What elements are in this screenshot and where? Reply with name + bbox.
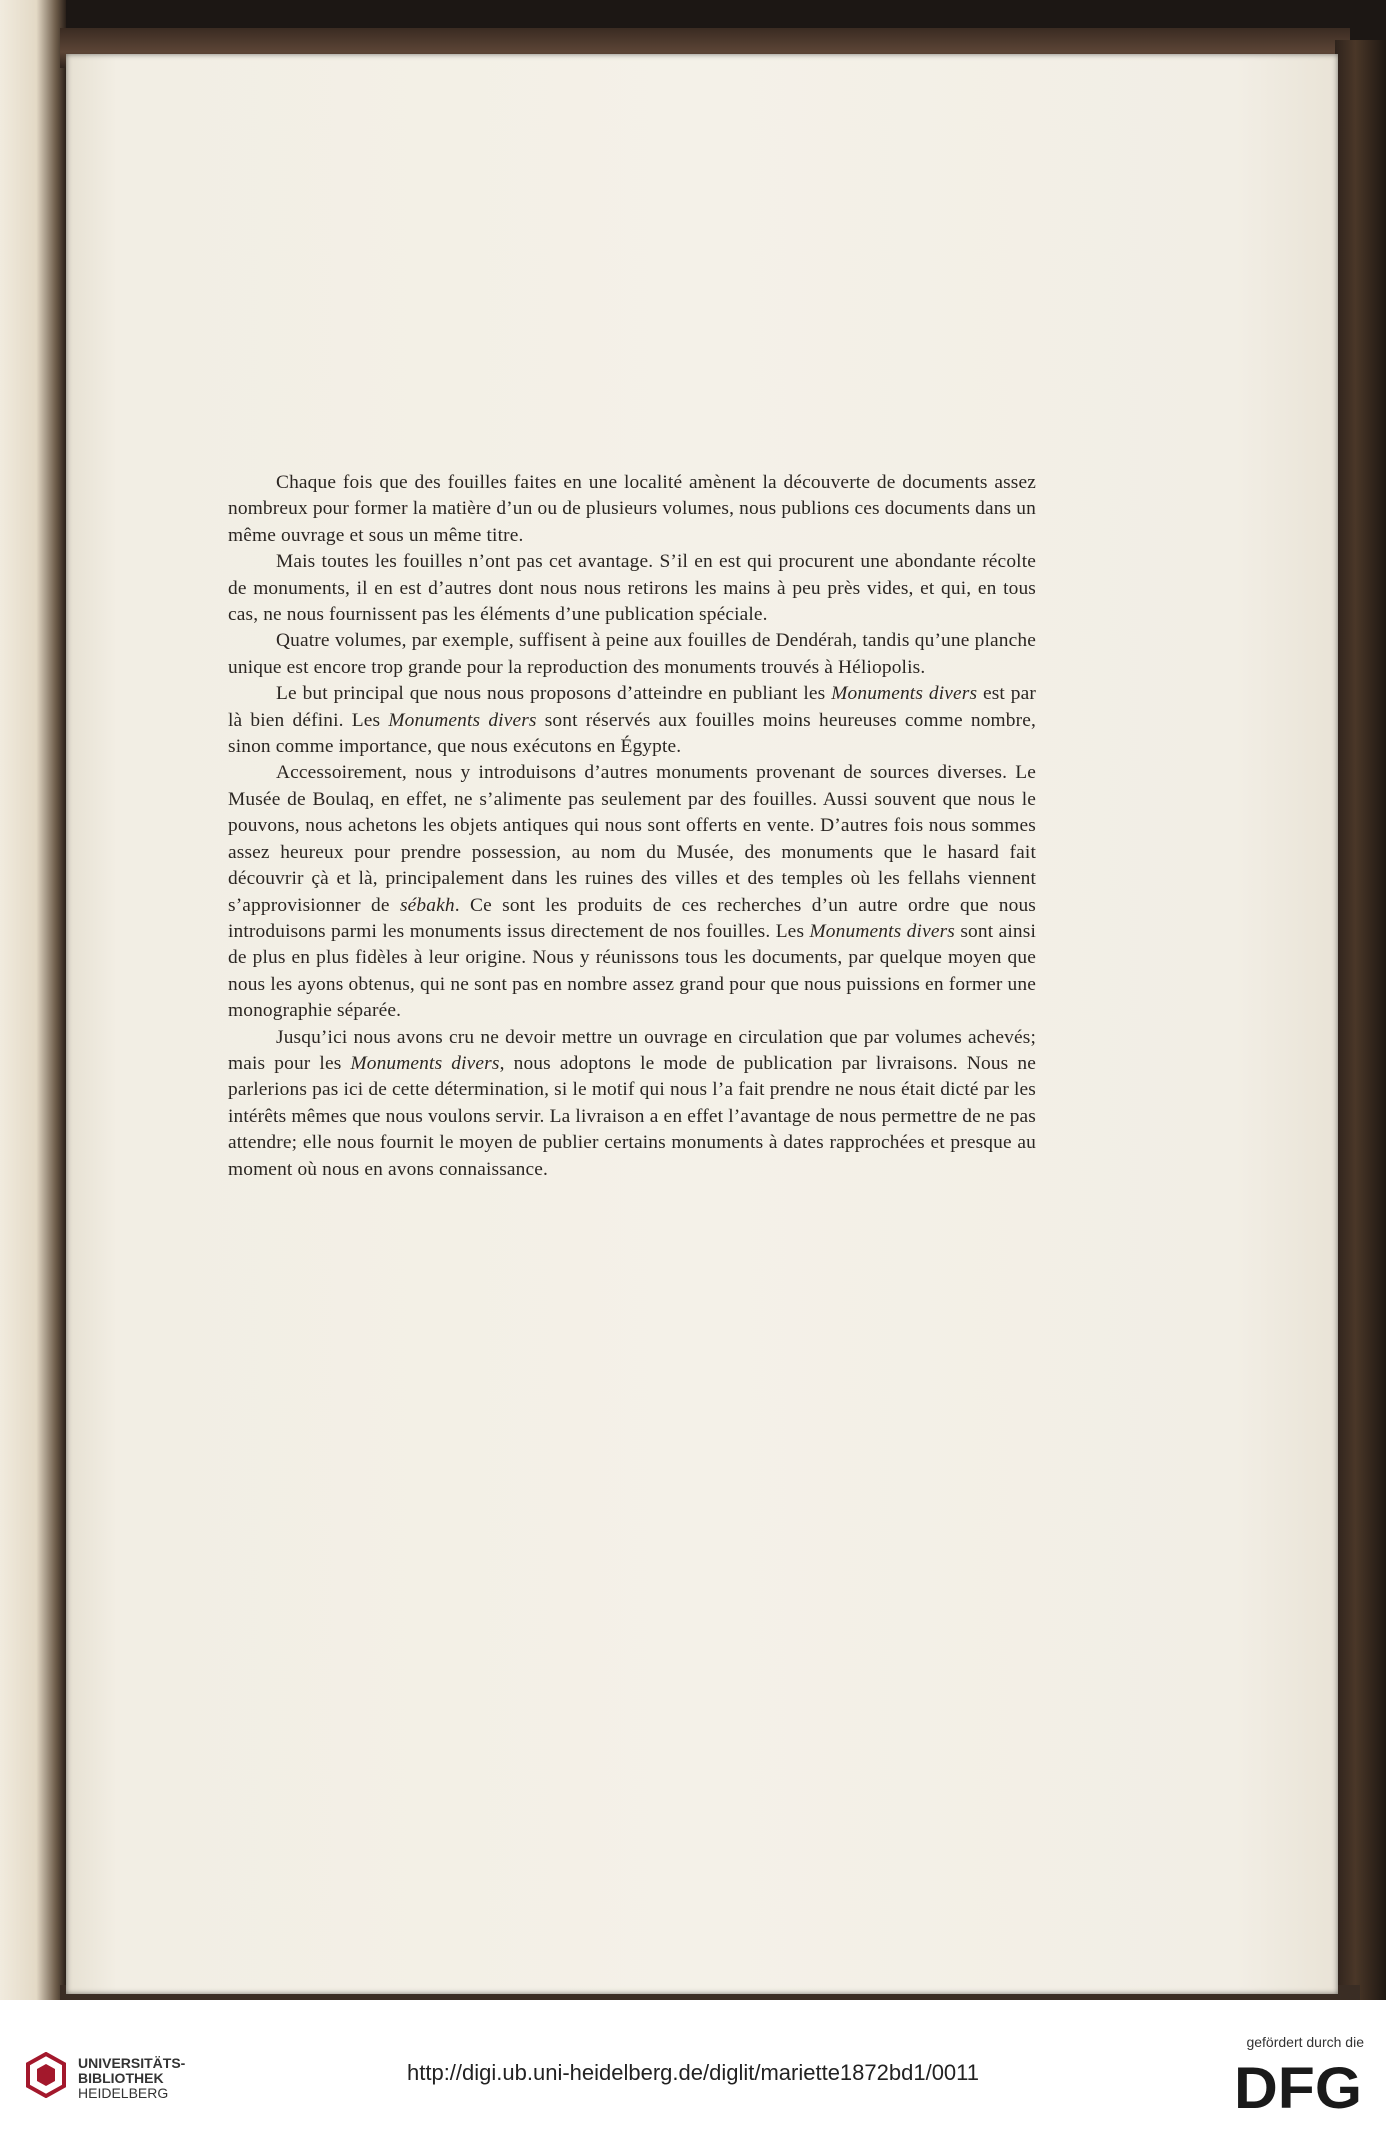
book-binding bbox=[0, 0, 66, 2000]
paragraph bbox=[228, 1025, 1036, 1183]
text-run: . Ce sont les produits de ces recherches d’un autre ordre que nous introduisons parmi les monuments issus directement de nos fouilles. Les bbox=[228, 894, 1036, 942]
dfg-logo-text: DFG bbox=[1234, 2058, 1362, 2114]
text-run: Mais toutes les fouilles n’ont pas cet avantage. S’il en est qui procurent une abondante récolte de monuments, il en est d’autres dont nous nous retirons les mains à peu près vides, et qui, en tous cas, ne nous fournissent pas les éléments d’une publication spéciale. bbox=[228, 551, 1036, 626]
italic-title: Monuments divers bbox=[831, 683, 978, 705]
dfg-logo-icon bbox=[1234, 2058, 1364, 2114]
italic-title: Monuments divers bbox=[388, 709, 537, 731]
library-name-line1: UNIVERSITÄTS- bbox=[78, 2055, 186, 2071]
text-run: sont réservés aux fouilles moins heureuses comme nombre, sinon comme importance, que nous exécutons en Égypte. bbox=[228, 709, 1036, 758]
text-run: Quatre volumes, par exemple, suffisent à peine aux fouilles de Dendérah, tandis qu’une planche unique est encore trop grande pour la reproduction des monuments trouvés à Héliopolis. bbox=[228, 630, 1036, 678]
paragraph bbox=[228, 549, 1036, 628]
page-url-link[interactable]: http://digi.ub.uni-heidelberg.de/diglit/mariette1872bd1/0011 bbox=[407, 2060, 979, 2085]
library-name-line2: BIBLIOTHEK bbox=[78, 2070, 164, 2086]
paragraph bbox=[228, 681, 1036, 760]
italic-title: Monuments divers bbox=[809, 920, 955, 942]
paragraph bbox=[228, 628, 1036, 681]
viewer-footer bbox=[0, 2000, 1386, 2148]
text-run: Accessoirement, nous y introduisons d’autres monuments provenant de sources diverses. Le Musée de Boulaq, en effet, ne s’alimente pas seulement par des fouilles. Aussi souvent que nous le pouvons, nous achetons les objets antiques qui nous sont offerts en vente. D’autres fois nous sommes assez heureux pour prendre possession, au nom du Musée, des monuments que le hasard fait découvrir çà et là, principalement dans les ruines des villes et des temples où les fellahs viennent s’approvisionner de bbox=[228, 762, 1036, 916]
cover-board-right bbox=[1335, 40, 1386, 2000]
text-run: Jusqu’ici nous avons cru ne devoir mettre un ouvrage en circulation que par volumes achevés; mais pour les bbox=[228, 1026, 1036, 1074]
library-name-line3: HEIDELBERG bbox=[78, 2085, 169, 2101]
paragraph bbox=[228, 470, 1036, 549]
funding-caption: gefördert durch die bbox=[1246, 2034, 1364, 2050]
text-run: est par là bien défini. Les bbox=[228, 683, 1036, 731]
text-run: Chaque fois que des fouilles faites en une localité amènent la découverte de documents assez nombreux pour former la matière d’un ou de plusieurs volumes, nous publions ces documents dans un même ouvrage et sous un même titre. bbox=[228, 472, 1036, 546]
paragraph bbox=[228, 760, 1036, 1024]
text-run: Le but principal que nous nous proposons d’atteindre en publiant les bbox=[276, 683, 832, 705]
italic-title: Monuments divers bbox=[350, 1052, 500, 1074]
page-text bbox=[228, 470, 1036, 1183]
text-run: , nous adoptons le mode de publication par livraisons. Nous ne parlerions pas ici de cette détermination, si le motif qui nous l’a fait prendre ne nous était dicté par les intérêts mêmes que nous voulons servir. La livraison a en effet l’avantage de nous permettre de ne pas attendre; elle nous fournit le moyen de publier certains monuments à dates rapprochées et presque au moment où nous en avons connaissance. bbox=[228, 1052, 1036, 1180]
text-run: sont ainsi de plus en plus fidèles à leur origine. Nous y réunissons tous les documents, par quelque moyen que nous les ayons obtenus, qui ne sont pas en nombre assez grand pour que nous puissions en former une monographie séparée. bbox=[228, 920, 1036, 1022]
italic-title: sébakh bbox=[399, 894, 455, 916]
